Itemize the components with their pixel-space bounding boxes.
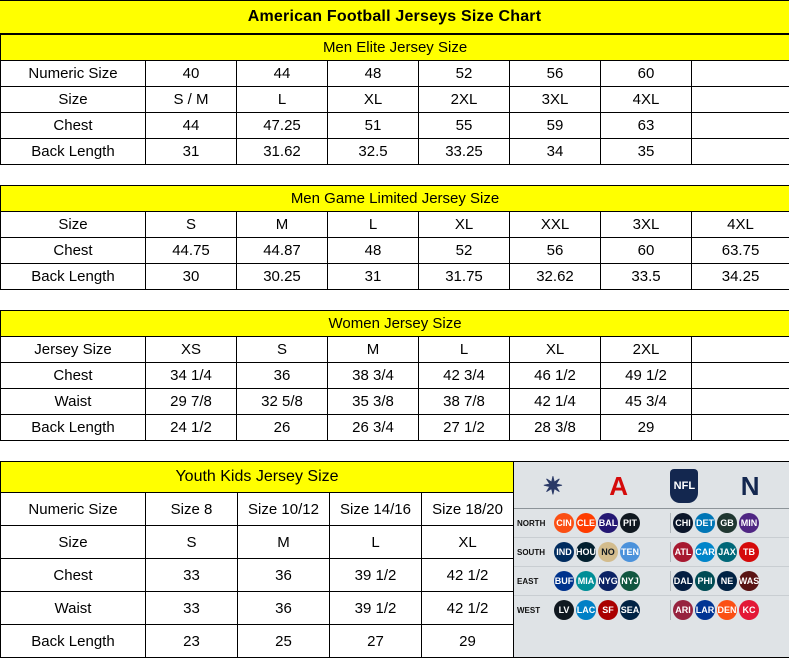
cell: XS — [146, 337, 237, 363]
cell: 23 — [146, 625, 238, 658]
cell: 56 — [510, 61, 601, 87]
team-logo: NE — [717, 571, 737, 591]
table-section-header-row — [1, 462, 514, 493]
page-title: American Football Jerseys Size Chart — [0, 0, 789, 34]
team-logo: PHI — [695, 571, 715, 591]
team-logo: DEN — [717, 600, 737, 620]
division-row-east — [514, 567, 789, 596]
cell: Size 18/20 — [422, 493, 514, 526]
row-label: Waist — [1, 592, 146, 625]
cell: 38 3/4 — [328, 363, 419, 389]
team-logo: CAR — [695, 542, 715, 562]
section-spacer — [0, 441, 789, 461]
row-label: Numeric Size — [1, 61, 146, 87]
section-heading: Men Game Limited Jersey Size — [1, 186, 789, 212]
table-section-header-row — [1, 35, 789, 61]
pro-bowl-star-icon: ✷ — [542, 472, 563, 500]
cell-empty — [692, 139, 789, 165]
table-row — [1, 139, 789, 165]
afc-west-teams — [552, 600, 670, 620]
afc-logo-icon: A — [609, 470, 629, 501]
cell: 48 — [328, 61, 419, 87]
cell: 49 1/2 — [601, 363, 692, 389]
cell: 44 — [237, 61, 328, 87]
cell: L — [419, 337, 510, 363]
cell: L — [328, 212, 419, 238]
cell: 35 3/8 — [328, 389, 419, 415]
row-label: Jersey Size — [1, 337, 146, 363]
cell-empty — [692, 337, 789, 363]
cell: XL — [419, 212, 510, 238]
nfc-logo-icon: N — [740, 470, 760, 501]
men-game-limited-table — [0, 185, 789, 290]
team-logo: ATL — [673, 542, 693, 562]
team-logo: DAL — [673, 571, 693, 591]
row-label: Back Length — [1, 415, 146, 441]
cell: Size 10/12 — [238, 493, 330, 526]
team-logo: BUF — [554, 571, 574, 591]
cell-empty — [692, 389, 789, 415]
cell: 39 1/2 — [330, 592, 422, 625]
table-row — [1, 337, 789, 363]
cell: L — [330, 526, 422, 559]
cell: 4XL — [692, 212, 789, 238]
cell: 3XL — [510, 87, 601, 113]
section-heading: Women Jersey Size — [1, 311, 789, 337]
cell: 33 — [146, 559, 238, 592]
division-label: SOUTH — [517, 547, 545, 557]
cell: 36 — [238, 559, 330, 592]
cell: 38 7/8 — [419, 389, 510, 415]
row-label: Chest — [1, 238, 146, 264]
cell: 30.25 — [237, 264, 328, 290]
team-logo: PIT — [620, 513, 640, 533]
cell: 27 1/2 — [419, 415, 510, 441]
table-row — [1, 264, 789, 290]
cell: 4XL — [601, 87, 692, 113]
cell: S — [146, 526, 238, 559]
table-row — [1, 625, 514, 658]
men-elite-table — [0, 34, 789, 165]
cell: 39 1/2 — [330, 559, 422, 592]
row-label: Chest — [1, 363, 146, 389]
cell: 29 — [422, 625, 514, 658]
cell: S / M — [146, 87, 237, 113]
youth-table-wrap — [0, 461, 513, 658]
team-logo: DET — [695, 513, 715, 533]
cell: 29 7/8 — [146, 389, 237, 415]
team-logo: MIA — [576, 571, 596, 591]
nfl-logos-panel — [513, 461, 789, 658]
cell: 32.62 — [510, 264, 601, 290]
women-table — [0, 310, 789, 441]
table-row — [1, 61, 789, 87]
cell-empty — [692, 61, 789, 87]
table-row — [1, 415, 789, 441]
cell: 42 1/2 — [422, 559, 514, 592]
table-row — [1, 87, 789, 113]
nfc-north-teams — [670, 513, 789, 533]
cell: 34 1/4 — [146, 363, 237, 389]
cell: 31 — [328, 264, 419, 290]
row-label: Size — [1, 212, 146, 238]
team-logo: NYJ — [620, 571, 640, 591]
section-heading: Youth Kids Jersey Size — [1, 462, 514, 493]
cell: 36 — [238, 592, 330, 625]
table-row — [1, 212, 789, 238]
team-logo: WAS — [739, 571, 759, 591]
team-logo: HOU — [576, 542, 596, 562]
youth-table — [0, 461, 514, 658]
cell: 46 1/2 — [510, 363, 601, 389]
division-row-south — [514, 538, 789, 567]
nfc-west-teams — [670, 600, 789, 620]
table-row — [1, 389, 789, 415]
nfc-south-teams — [670, 542, 789, 562]
cell: 32 5/8 — [237, 389, 328, 415]
team-logo: SF — [598, 600, 618, 620]
cell: 52 — [419, 61, 510, 87]
cell: 60 — [601, 61, 692, 87]
team-logo: NO — [598, 542, 618, 562]
cell-empty — [692, 415, 789, 441]
table-row — [1, 592, 514, 625]
team-logo: LAR — [695, 600, 715, 620]
cell: 33 — [146, 592, 238, 625]
cell: 27 — [330, 625, 422, 658]
cell: 33.5 — [601, 264, 692, 290]
row-label: Waist — [1, 389, 146, 415]
cell: 36 — [237, 363, 328, 389]
cell: 63.75 — [692, 238, 789, 264]
table-row — [1, 559, 514, 592]
team-logo: TB — [739, 542, 759, 562]
cell: 59 — [510, 113, 601, 139]
afc-east-teams — [552, 571, 670, 591]
cell: S — [146, 212, 237, 238]
cell: 40 — [146, 61, 237, 87]
cell: 48 — [328, 238, 419, 264]
cell: 63 — [601, 113, 692, 139]
cell: 45 3/4 — [601, 389, 692, 415]
cell: XL — [510, 337, 601, 363]
cell: S — [237, 337, 328, 363]
cell: 25 — [238, 625, 330, 658]
cell: 32.5 — [328, 139, 419, 165]
row-label: Back Length — [1, 264, 146, 290]
cell: XXL — [510, 212, 601, 238]
team-logo: GB — [717, 513, 737, 533]
table-row — [1, 238, 789, 264]
cell: L — [237, 87, 328, 113]
afc-south-teams — [552, 542, 670, 562]
table-section-header-row — [1, 186, 789, 212]
cell: 29 — [601, 415, 692, 441]
cell: 42 1/2 — [422, 592, 514, 625]
cell: 44.87 — [237, 238, 328, 264]
section-spacer — [0, 290, 789, 310]
cell: M — [237, 212, 328, 238]
section-spacer — [0, 165, 789, 185]
cell: 24 1/2 — [146, 415, 237, 441]
cell: XL — [328, 87, 419, 113]
cell-empty — [692, 363, 789, 389]
afc-north-teams — [552, 513, 670, 533]
cell-empty — [692, 113, 789, 139]
row-label: Back Length — [1, 625, 146, 658]
row-label: Size — [1, 526, 146, 559]
row-label: Chest — [1, 559, 146, 592]
division-row-west — [514, 596, 789, 624]
team-logo: LV — [554, 600, 574, 620]
conference-logo-row — [514, 462, 789, 508]
cell: M — [328, 337, 419, 363]
cell: 56 — [510, 238, 601, 264]
cell: 44.75 — [146, 238, 237, 264]
cell: 2XL — [419, 87, 510, 113]
cell-empty — [692, 87, 789, 113]
table-row — [1, 493, 514, 526]
cell: 3XL — [601, 212, 692, 238]
cell: 42 3/4 — [419, 363, 510, 389]
division-row-north — [514, 509, 789, 538]
nfc-east-teams — [670, 571, 789, 591]
table-row — [1, 526, 514, 559]
table-row — [1, 113, 789, 139]
team-logo: CIN — [554, 513, 574, 533]
team-logo: MIN — [739, 513, 759, 533]
cell: 30 — [146, 264, 237, 290]
cell: Size 14/16 — [330, 493, 422, 526]
cell: 2XL — [601, 337, 692, 363]
division-grid — [514, 508, 789, 624]
cell: 31.75 — [419, 264, 510, 290]
cell: 28 3/8 — [510, 415, 601, 441]
row-label: Back Length — [1, 139, 146, 165]
cell: Size 8 — [146, 493, 238, 526]
cell: 26 — [237, 415, 328, 441]
cell: 52 — [419, 238, 510, 264]
table-row — [1, 363, 789, 389]
cell: 34 — [510, 139, 601, 165]
cell: 55 — [419, 113, 510, 139]
team-logo: BAL — [598, 513, 618, 533]
cell: 60 — [601, 238, 692, 264]
team-logo: ARI — [673, 600, 693, 620]
cell: 33.25 — [419, 139, 510, 165]
table-section-header-row — [1, 311, 789, 337]
row-label: Chest — [1, 113, 146, 139]
cell: XL — [422, 526, 514, 559]
row-label: Size — [1, 87, 146, 113]
cell: 26 3/4 — [328, 415, 419, 441]
cell: 47.25 — [237, 113, 328, 139]
team-logo: IND — [554, 542, 574, 562]
team-logo: LAC — [576, 600, 596, 620]
team-logo: CLE — [576, 513, 596, 533]
team-logo: CHI — [673, 513, 693, 533]
team-logo: SEA — [620, 600, 640, 620]
cell: 44 — [146, 113, 237, 139]
team-logo: TEN — [620, 542, 640, 562]
division-label: WEST — [517, 605, 541, 615]
cell: 35 — [601, 139, 692, 165]
row-label: Numeric Size — [1, 493, 146, 526]
cell: 31.62 — [237, 139, 328, 165]
bottom-area — [0, 461, 789, 658]
cell: 42 1/4 — [510, 389, 601, 415]
cell: 51 — [328, 113, 419, 139]
section-heading: Men Elite Jersey Size — [1, 35, 789, 61]
division-label: NORTH — [517, 518, 546, 528]
cell: 34.25 — [692, 264, 789, 290]
team-logo: NYG — [598, 571, 618, 591]
cell: M — [238, 526, 330, 559]
nfl-shield-icon: NFL — [664, 467, 704, 505]
team-logo: KC — [739, 600, 759, 620]
team-logo: JAX — [717, 542, 737, 562]
division-label: EAST — [517, 576, 539, 586]
cell: 31 — [146, 139, 237, 165]
